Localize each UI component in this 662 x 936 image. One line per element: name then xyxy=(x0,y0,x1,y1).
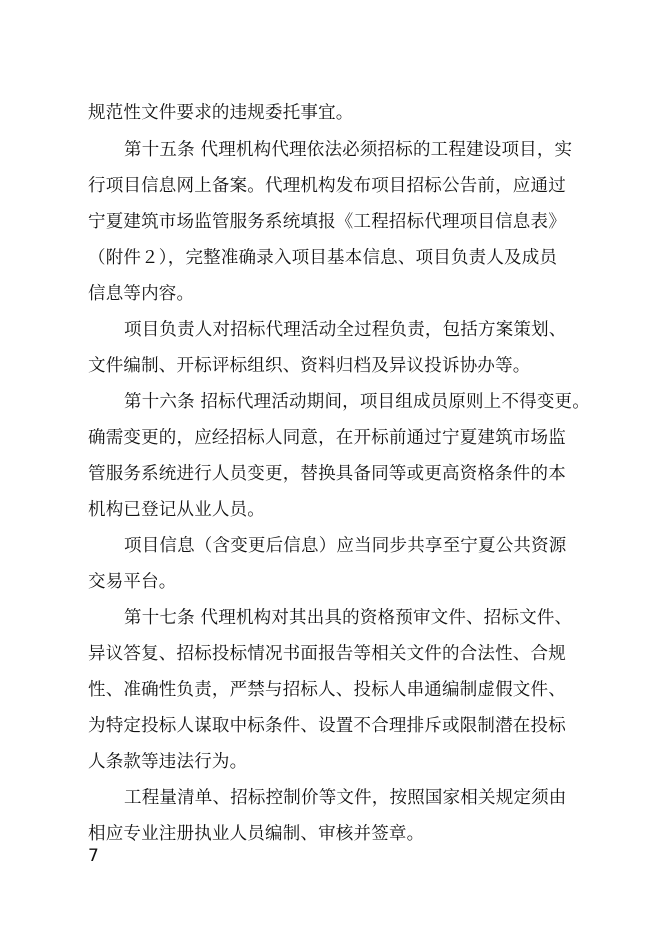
text-line-15: 第十七条 代理机构对其出具的资格预审文件、招标文件、 xyxy=(124,608,573,628)
text-line-14: 交易平台。 xyxy=(88,572,177,592)
text-line-18: 为特定投标人谋取中标条件、设置不合理排斥或限制潜在投标 xyxy=(88,716,566,736)
text-line-16: 异议答复、招标投标情况书面报告等相关文件的合法性、合规 xyxy=(88,644,566,664)
text-line-4: 宁夏建筑市场监管服务系统填报《工程招标代理项目信息表》 xyxy=(88,212,566,232)
text-line-17: 性、准确性负责，严禁与招标人、投标人串通编制虚假文件、 xyxy=(88,680,566,700)
text-line-20: 工程量清单、招标控制价等文件，按照国家相关规定须由 xyxy=(124,788,567,808)
text-line-9: 第十六条 招标代理活动期间，项目组成员原则上不得变更。 xyxy=(124,392,590,412)
text-line-2: 第十五条 代理机构代理依法必须招标的工程建设项目，实 xyxy=(124,140,573,160)
text-line-19: 人条款等违法行为。 xyxy=(88,752,248,772)
text-line-6: 信息等内容。 xyxy=(88,284,195,304)
text-line-21: 相应专业注册执业人员编制、审核并签章。 xyxy=(88,824,425,844)
text-line-3: 行项目信息网上备案。代理机构发布项目招标公告前，应通过 xyxy=(88,176,566,196)
text-line-12: 机构已登记从业人员。 xyxy=(88,500,265,520)
text-line-8: 文件编制、开标评标组织、资料归档及异议投诉协办等。 xyxy=(88,356,531,376)
text-line-7: 项目负责人对招标代理活动全过程负责，包括方案策划、 xyxy=(124,320,567,340)
text-line-1: 规范性文件要求的违规委托事宜。 xyxy=(88,103,354,123)
text-line-5: （附件２），完整准确录入项目基本信息、项目负责人及成员 xyxy=(88,248,558,268)
text-line-11: 管服务系统进行人员变更，替换具备同等或更高资格条件的本 xyxy=(88,464,566,484)
text-line-13: 项目信息（含变更后信息）应当同步共享至宁夏公共资源 xyxy=(124,536,567,556)
text-line-10: 确需变更的，应经招标人同意，在开标前通过宁夏建筑市场监 xyxy=(88,428,566,448)
page-number: 7 xyxy=(88,846,99,866)
